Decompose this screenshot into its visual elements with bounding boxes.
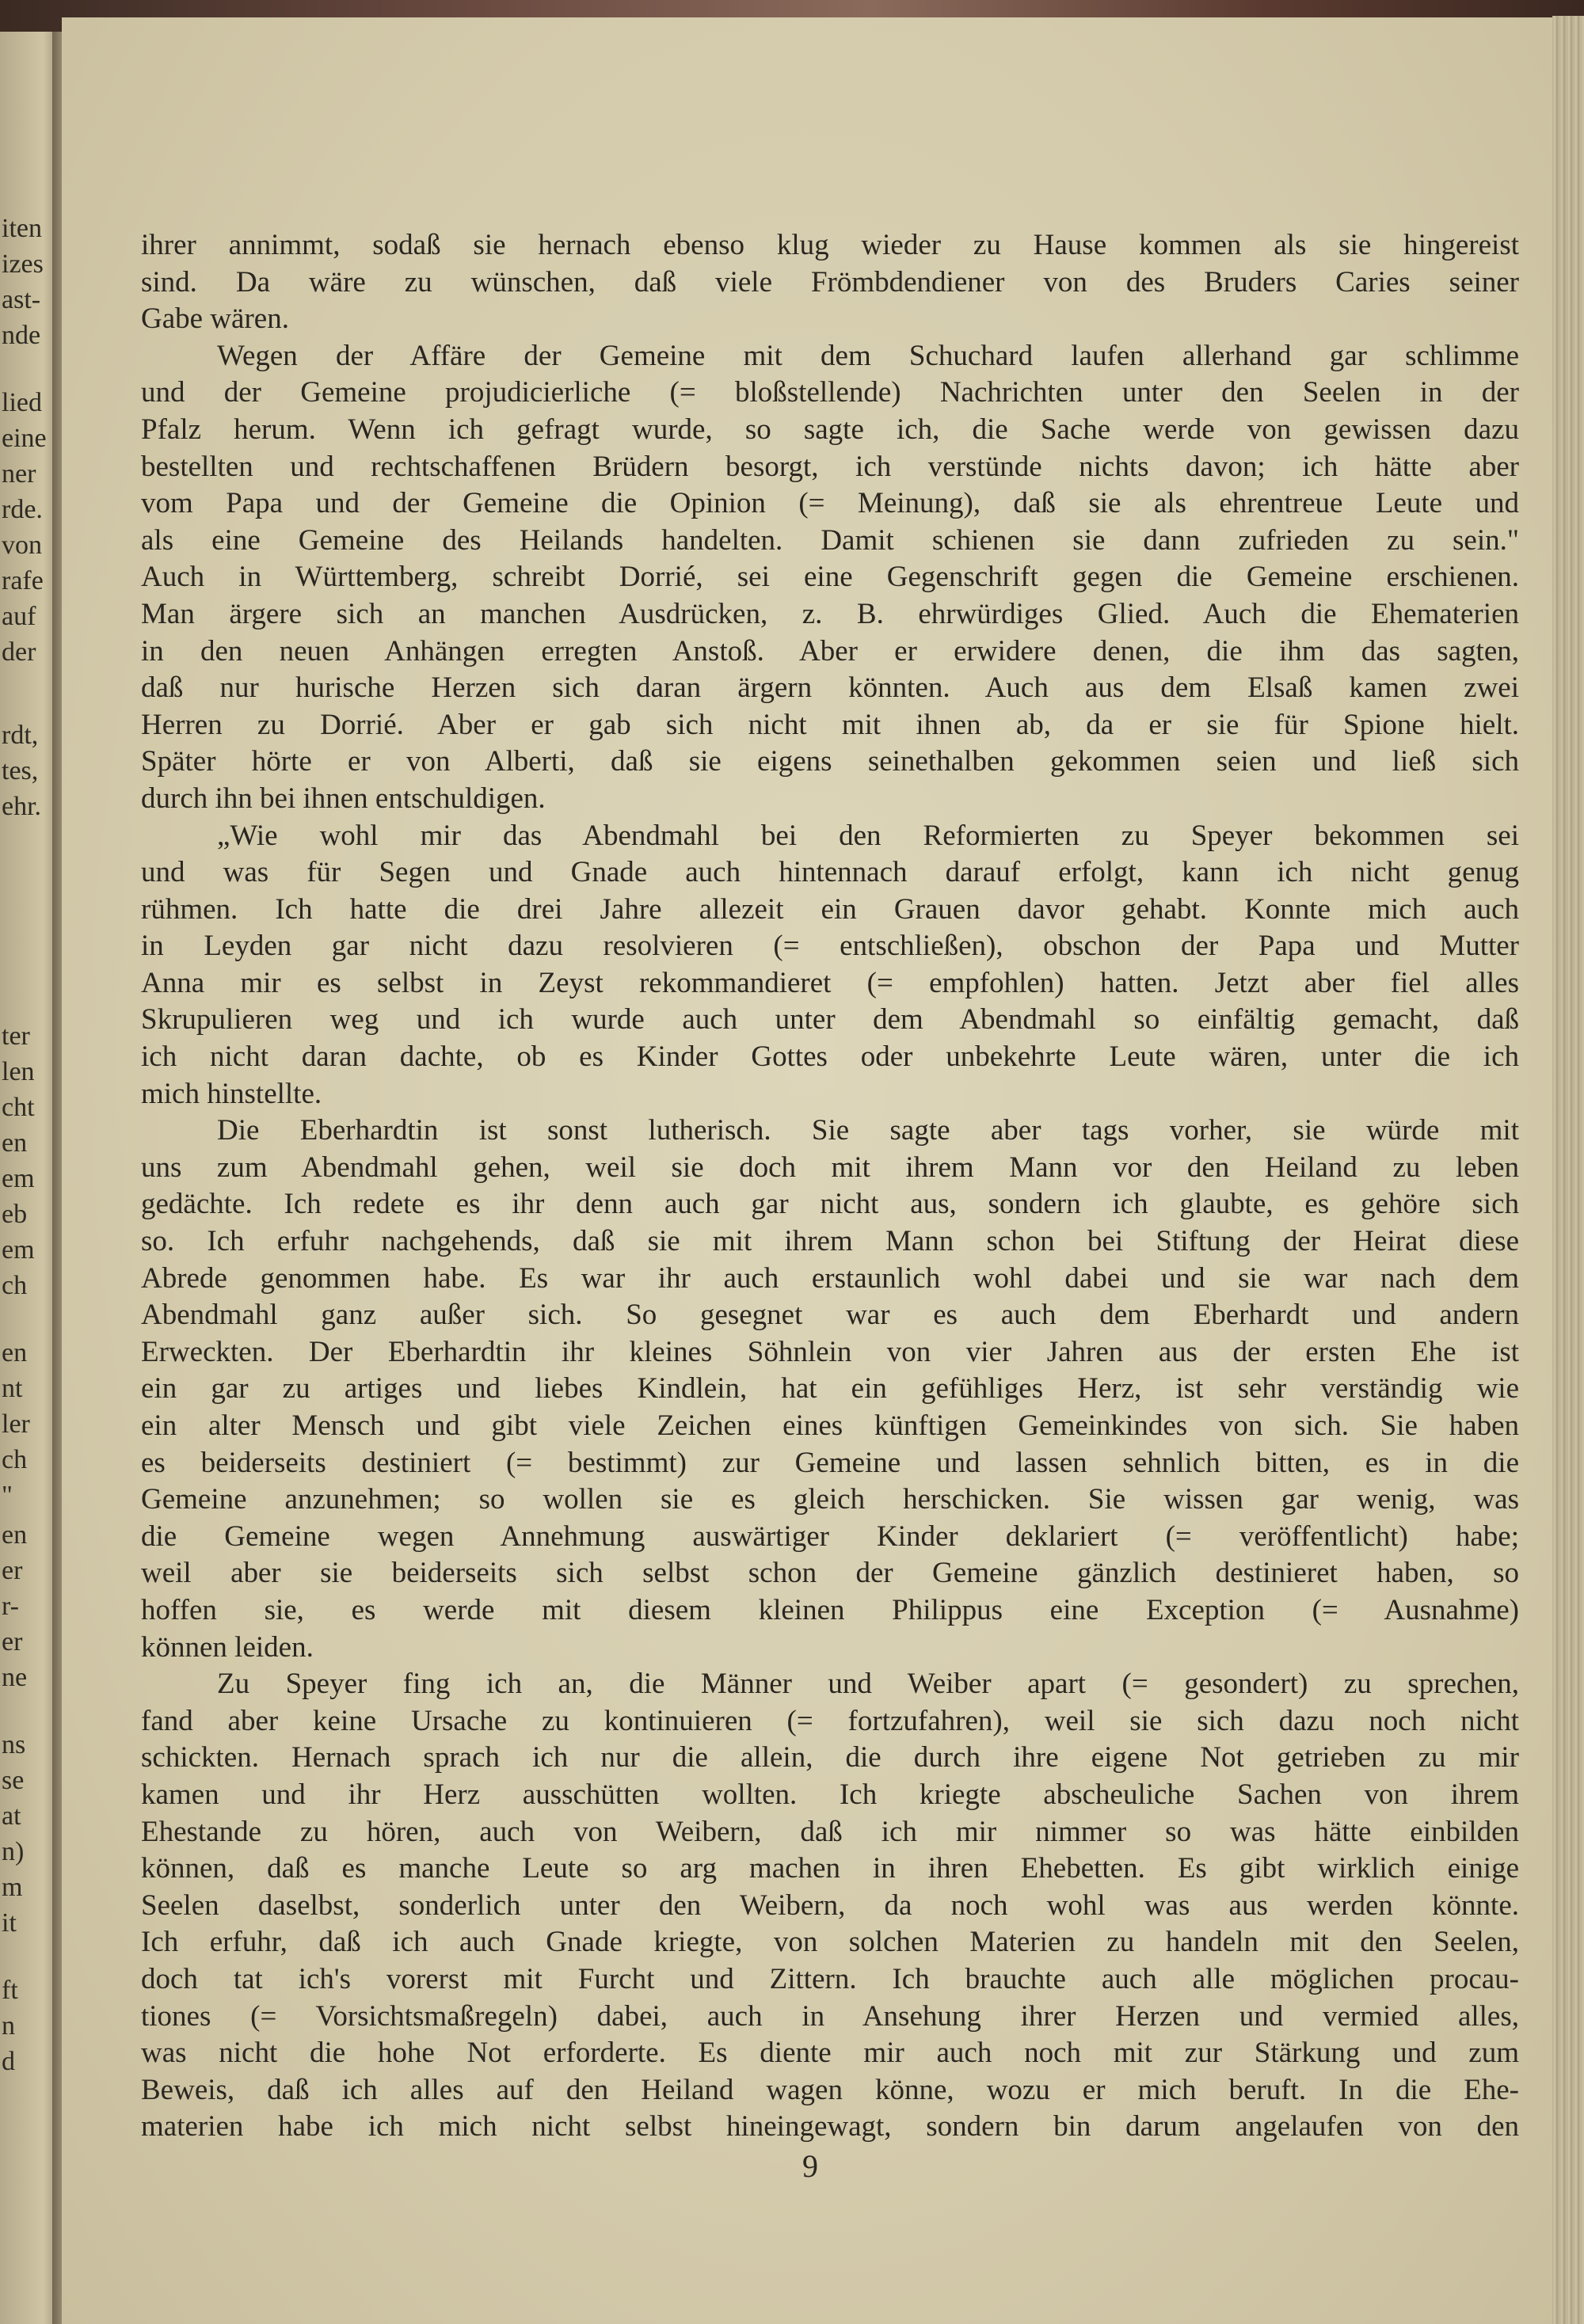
text-line: bestellten und rechtschaffenen Brüdern besorgt, ich verstünde nichts davon; ich hätte aber: [141, 450, 1519, 483]
left-page-fragment: nt: [2, 1374, 23, 1403]
text-line: können leiden.: [141, 1630, 314, 1664]
left-page-fragment: er: [2, 1556, 23, 1585]
text-line: Wegen der Affäre der Gemeine mit dem Schuchard laufen allerhand gar schlimme: [217, 339, 1519, 372]
left-page-fragment: iten: [2, 214, 42, 243]
text-line: in Leyden gar nicht dazu resolvieren (= entschließen), obschon der Papa und Mutter: [141, 930, 1519, 963]
text-line: daß nur hurische Herzen sich daran ärgern könnten. Auch aus dem Elsaß kamen zwei: [141, 671, 1519, 705]
left-page-fragment: rde.: [2, 495, 43, 524]
text-line: Beweis, daß ich alles auf den Heiland wagen könne, wozu er mich beruft. In die Ehe-: [141, 2073, 1519, 2106]
left-page-fragment: ehr.: [2, 792, 42, 821]
text-line: vom Papa und der Gemeine die Opinion (= Meinung), daß sie als ehrentreue Leute und: [141, 487, 1519, 520]
text-line: es beiderseits destiniert (= bestimmt) zur Gemeine und lassen sehnlich bitten, es in die: [141, 1446, 1519, 1479]
text-line: Gemeine anzunehmen; so wollen sie es gleich herschicken. Sie wissen gar wenig, was: [141, 1483, 1519, 1516]
text-line: Abrede genommen habe. Es war ihr auch erstaunlich wohl dabei und sie war nach dem: [141, 1261, 1519, 1295]
text-line: als eine Gemeine des Heilands handelten. Damit schienen sie dann zufrieden zu sein.": [141, 523, 1519, 557]
text-line: ihrer annimmt, sodaß sie hernach ebenso klug wieder zu Hause kommen als sie hingereist: [141, 229, 1519, 261]
left-page-fragment: ch: [2, 1271, 28, 1300]
book-page: [62, 17, 1559, 2324]
text-line: Auch in Württemberg, schreibt Dorrié, sei eine Gegenschrift gegen die Gemeine erschienen.: [141, 561, 1519, 594]
text-line: gedächte. Ich redete es ihr denn auch gar nicht aus, sondern ich glaubte, es gehöre sich: [141, 1188, 1519, 1221]
text-line: kamen und ihr Herz ausschütten wollten. Ich kriegte abscheuliche Sachen von ihrem: [141, 1778, 1519, 1811]
text-line: was nicht die hohe Not erforderte. Es diente mir auch noch mit zur Stärkung und zum: [141, 2037, 1519, 2070]
left-page-fragment: izes: [2, 249, 44, 279]
text-line: tiones (= Vorsichtsmaßregeln) dabei, auch in Ansehung ihrer Herzen und vermied alles,: [141, 1999, 1519, 2033]
text-line: Gabe wären.: [141, 302, 289, 336]
left-page-fragment: eb: [2, 1200, 28, 1229]
text-line: ein alter Mensch und gibt viele Zeichen eines künftigen Gemeinkindes von sich. Sie haben: [141, 1409, 1519, 1442]
text-line: Anna mir es selbst in Zeyst rekommandieret (= empfohlen) hatten. Jetzt aber fiel alles: [141, 966, 1519, 999]
left-page-fragment: der: [2, 637, 36, 667]
text-line: sind. Da wäre zu wünschen, daß viele Frömbdendiener von des Bruders Caries seiner: [141, 265, 1519, 299]
left-page-fragment: von: [2, 531, 42, 560]
text-line: uns zum Abendmahl gehen, weil sie doch mit ihrem Mann vor den Heiland zu leben: [141, 1151, 1519, 1184]
left-page-fragment: len: [2, 1057, 35, 1086]
left-page-fragment: eine: [2, 424, 47, 453]
text-line: und was für Segen und Gnade auch hintennach darauf erfolgt, kann ich nicht genug: [141, 856, 1519, 889]
text-line: Ehestande zu hören, auch von Weibern, daß ich mir nimmer so was hätte einbilden: [141, 1815, 1519, 1848]
text-line: ich nicht daran dachte, ob es Kinder Gottes oder unbekehrte Leute wären, unter die ich: [141, 1040, 1519, 1074]
left-page-fragment: ast-: [2, 285, 41, 314]
left-page-fragment: d: [2, 2047, 15, 2076]
text-line: in den neuen Anhängen erregten Anstoß. Aber er erwidere denen, die ihm das sagten,: [141, 634, 1519, 668]
left-page-fragment: ner: [2, 459, 36, 489]
text-line: Später hörte er von Alberti, daß sie eigens seinethalben gekommen seien und ließ sich: [141, 745, 1519, 778]
left-page-fragment: ne: [2, 1663, 28, 1692]
text-line: Ich erfuhr, daß ich auch Gnade kriegte, von solchen Materien zu handeln mit den Seelen,: [141, 1926, 1519, 1959]
left-page-fragment: ter: [2, 1021, 30, 1051]
text-line: Abendmahl ganz außer sich. So gesegnet war es auch dem Eberhardt und andern: [141, 1299, 1519, 1332]
left-page-fragment: en: [2, 1520, 28, 1550]
left-page-fragment: en: [2, 1128, 28, 1158]
text-line: Zu Speyer fing ich an, die Männer und Weiber apart (= gesondert) zu sprechen,: [217, 1668, 1519, 1701]
left-page-fragment: m: [2, 1873, 23, 1902]
text-line: schickten. Hernach sprach ich nur die allein, die durch ihre eigene Not getrieben zu mir: [141, 1741, 1519, 1774]
left-page-fragment: r-: [2, 1592, 19, 1621]
text-line: Skrupulieren weg und ich wurde auch unter dem Abendmahl so einfältig gemacht, daß: [141, 1003, 1519, 1036]
left-page-fragment: ": [2, 1481, 13, 1510]
text-line: Seelen daselbst, sonderlich unter den Weibern, da noch wohl was aus werden könnte.: [141, 1888, 1519, 1922]
left-page-fragment: ns: [2, 1730, 26, 1759]
text-line: Pfalz herum. Wenn ich gefragt wurde, so sagte ich, die Sache werde von gewissen dazu: [141, 413, 1519, 446]
text-line: so. Ich erfuhr nachgehends, daß sie mit ihrem Mann schon bei Stiftung der Heirat diese: [141, 1225, 1519, 1258]
left-page-fragment: tes,: [2, 756, 39, 785]
text-line: können, daß es manche Leute so arg machen in ihren Ehebetten. Es gibt wirklich einige: [141, 1852, 1519, 1885]
text-line: und der Gemeine projudicierliche (= bloßstellende) Nachrichten unter den Seelen in der: [141, 376, 1519, 409]
left-page-fragment: n): [2, 1837, 25, 1866]
text-line: materien habe ich mich nicht selbst hineingewagt, sondern bin darum angelaufen von den: [141, 2110, 1519, 2143]
text-line: Erweckten. Der Eberhardtin ihr kleines Söhnlein von vier Jahren aus der ersten Ehe ist: [141, 1335, 1519, 1368]
text-line: ein gar zu artiges und liebes Kindlein, hat ein gefühliges Herz, ist sehr verständig wie: [141, 1372, 1519, 1405]
text-line: doch tat ich's vorerst mit Furcht und Zittern. Ich brauchte auch alle möglichen procau-: [141, 1962, 1519, 1995]
text-line: „Wie wohl mir das Abendmahl bei den Reformierten zu Speyer bekommen sei: [217, 819, 1519, 852]
left-page-fragment: cht: [2, 1093, 35, 1122]
left-page-fragment: nde: [2, 321, 41, 350]
left-page-fragment: n: [2, 2011, 15, 2041]
left-page-fragment: er: [2, 1627, 23, 1656]
left-page-fragment: ch: [2, 1445, 28, 1474]
left-page-fragment: at: [2, 1801, 21, 1831]
text-line: Man ärgere sich an manchen Ausdrücken, z. B. ehrwürdiges Glied. Auch die Ehematerien: [141, 597, 1519, 630]
text-line: mich hinstellte.: [141, 1077, 322, 1110]
left-page-fragment: lied: [2, 388, 42, 417]
text-line: die Gemeine wegen Annehmung auswärtiger Kinder deklariert (= veröffentlicht) habe;: [141, 1520, 1519, 1553]
body-text: [141, 227, 1519, 2146]
text-line: Die Eberhardtin ist sonst lutherisch. Sie sagte aber tags vorher, sie würde mit: [217, 1114, 1519, 1147]
left-page-fragment: se: [2, 1766, 25, 1795]
left-page-fragment: en: [2, 1338, 28, 1367]
left-page-fragment: rafe: [2, 566, 44, 595]
page-edges-right: [1552, 16, 1584, 2324]
text-line: durch ihn bei ihnen entschuldigen.: [141, 782, 546, 815]
left-page-fragment: ler: [2, 1409, 30, 1439]
text-line: fand aber keine Ursache zu kontinuieren (= fortzufahren), weil sie sich dazu noch nicht: [141, 1704, 1519, 1737]
text-line: weil aber sie beiderseits sich selbst schon der Gemeine gänzlich destinieret haben, so: [141, 1557, 1519, 1590]
left-page-fragment: em: [2, 1235, 35, 1265]
left-page-fragment: auf: [2, 602, 36, 631]
text-line: hoffen sie, es werde mit diesem kleinen Philippus eine Exception (= Ausnahme): [141, 1593, 1519, 1626]
left-page-fragment: ft: [2, 1976, 18, 2005]
left-page-fragment: em: [2, 1164, 35, 1193]
left-page-fragment: it: [2, 1908, 17, 1938]
text-line: rühmen. Ich hatte die drei Jahre allezeit ein Grauen davor gehabt. Konnte mich auch: [141, 892, 1519, 926]
left-page-fragment: rdt,: [2, 721, 39, 750]
text-line: Herren zu Dorrié. Aber er gab sich nicht mit ihnen ab, da er sie für Spione hielt.: [141, 708, 1519, 741]
page-number: 9: [802, 2148, 818, 2184]
